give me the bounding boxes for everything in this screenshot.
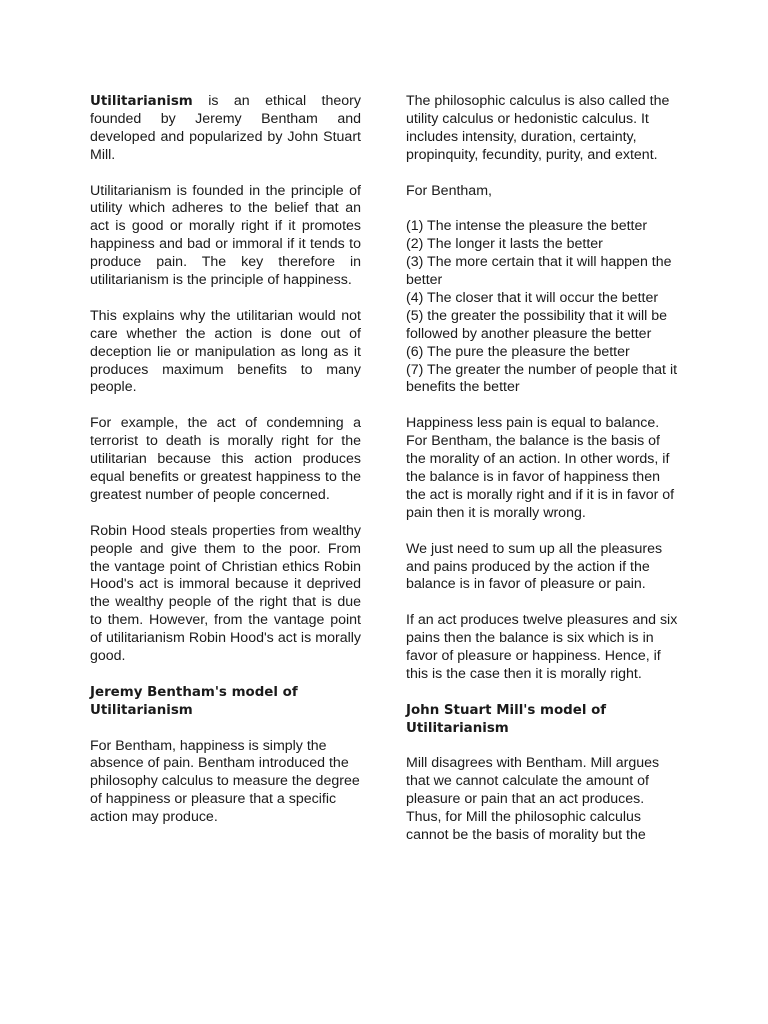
principle-of-utility-paragraph: Utilitarianism is founded in the principle of utility which adheres to the belief that an act is good or morally right if it promotes happiness and bad or immoral if it tends to produce pain. The key therefore in utilitarianism is the principle of happiness. bbox=[90, 182, 361, 289]
deception-paragraph: This explains why the utilitarian would not care whether the action is done out of deception lie or manipulation as long as it produces maximum benefits to many people. bbox=[90, 307, 361, 396]
intro-text: is an ethical theory founded by Jeremy Bentham and developed and popularized by John Stuart Mill. bbox=[90, 93, 361, 163]
list-item: (7) The greater the number of people that it benefits the better bbox=[406, 361, 678, 396]
mill-disagrees-paragraph: Mill disagrees with Bentham. Mill argues that we cannot calculate the amount of pleasure or pain that an act produces. Thus, for Mill the philosophic calculus cannot be the basis of morality but the bbox=[406, 755, 660, 844]
list-item: (4) The closer that it will occur the better bbox=[406, 289, 659, 306]
calculus-paragraph: The philosophic calculus is also called the utility calculus or hedonistic calculus. It includes intensity, duration, certainty, propinquity, fecundity, purity, and extent. bbox=[406, 93, 670, 163]
list-item: (6) The pure the pleasure the better bbox=[406, 343, 630, 360]
list-item: (1) The intense the pleasure the better bbox=[406, 218, 648, 235]
intro-term: Utilitarianism bbox=[90, 94, 193, 109]
for-bentham-line: For Bentham, bbox=[406, 182, 492, 199]
bentham-criteria-list bbox=[406, 218, 678, 397]
balance-paragraph: Happiness less pain is equal to balance. For Bentham, the balance is the basis of the morality of an action. In other words, if the balance is in favor of happiness then the act is morally right and if it is in favor of pain then it is morally wrong. bbox=[406, 415, 675, 521]
sum-up-paragraph: We just need to sum up all the pleasures and pains produced by the action if the balance is in favor of pleasure or pain. bbox=[406, 540, 663, 593]
mill-model-heading: John Stuart Mill's model of Utilitarianism bbox=[406, 702, 607, 736]
bentham-model-heading: Jeremy Bentham's model of Utilitarianism bbox=[90, 684, 298, 718]
twelve-pleasures-paragraph: If an act produces twelve pleasures and six pains then the balance is six which is in favor of pleasure or happiness. Hence, if this is the case then it is morally right. bbox=[406, 612, 678, 682]
list-item: (5) the greater the possibility that it will be followed by another pleasure the better bbox=[406, 307, 668, 342]
list-item: (2) The longer it lasts the better bbox=[406, 236, 603, 253]
robin-hood-paragraph: Robin Hood steals properties from wealthy people and give them to the poor. From the vantage point of Christian ethics Robin Hood's act is immoral because it deprived the wealthy people of the right that is due to them. However, from the vantage point of utilitarianism Robin Hood's act is morally good. bbox=[90, 522, 361, 665]
bentham-happiness-paragraph: For Bentham, happiness is simply the absence of pain. Bentham introduced the philosophy calculus to measure the degree of happiness or pleasure that a specific action may produce. bbox=[90, 737, 360, 826]
list-item: (3) The more certain that it will happen the better bbox=[406, 254, 672, 289]
intro-paragraph bbox=[90, 93, 361, 165]
left-column bbox=[90, 93, 361, 845]
terrorist-example-paragraph: For example, the act of condemning a terrorist to death is morally right for the utilitarian because this action produces equal benefits or greatest happiness to the greatest number of people concerned. bbox=[90, 415, 361, 503]
right-column bbox=[406, 93, 678, 863]
